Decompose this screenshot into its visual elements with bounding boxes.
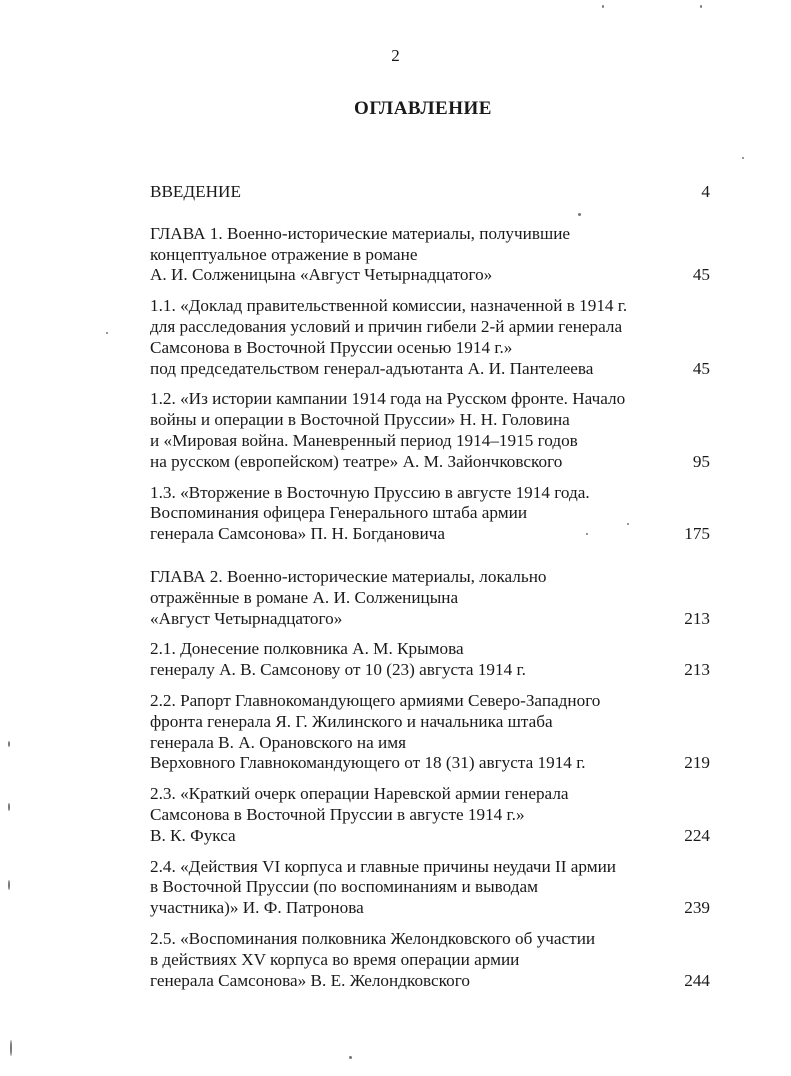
toc-page-number: 244 xyxy=(684,970,710,990)
toc-entry-line: генерала Самсонова» В. Е. Желондковского xyxy=(150,970,470,990)
toc-entry-line: 2.1. Донесение полковника А. М. Крымова xyxy=(150,639,464,659)
scan-speck xyxy=(627,523,629,525)
toc-entry-line: Самсонова в Восточной Пруссии осенью 1914 г.» xyxy=(150,337,513,357)
toc-title: ОГЛАВЛЕНИЕ xyxy=(354,98,492,119)
scan-speck xyxy=(8,880,10,890)
toc-page-number: 224 xyxy=(684,825,710,845)
toc-entry-line: ГЛАВА 1. Военно-исторические материалы, получившие xyxy=(150,223,571,243)
toc-entry-line: Воспоминания офицера Генерального штаба армии xyxy=(150,503,528,523)
scan-speck xyxy=(700,5,702,8)
scan-speck xyxy=(578,213,581,216)
toc-entry-line: фронта генерала Я. Г. Жилинского и начальника штаба xyxy=(150,711,553,731)
toc-entry-line: ГЛАВА 2. Военно-исторические материалы, локально xyxy=(150,566,547,586)
toc-entry-line: 2.2. Рапорт Главнокомандующего армиями Северо-Западного xyxy=(150,690,601,710)
toc-page-number: 213 xyxy=(684,608,710,628)
toc-entry-line: Верховного Главнокомандующего от 18 (31) августа 1914 г. xyxy=(150,753,586,773)
toc-entry-1-2 xyxy=(150,389,710,472)
toc-entry-line: генерала В. А. Орановского на имя xyxy=(150,732,406,752)
toc-entry-line: для расследования условий и причин гибели 2-й армии генерала xyxy=(150,316,623,336)
toc-entry-line: А. И. Солженицына «Август Четырнадцатого» xyxy=(150,265,493,285)
scan-speck xyxy=(602,5,604,8)
toc-entry-2-4 xyxy=(150,857,710,919)
table-of-contents xyxy=(150,180,710,991)
toc-entry-1-1 xyxy=(150,296,710,379)
toc-entry-line: войны и операции в Восточной Пруссии» Н. Н. Головина xyxy=(150,410,570,430)
toc-page-number: 213 xyxy=(684,660,710,680)
toc-entry-line: под председательством генерал-адъютанта А. И. Пантелеева xyxy=(150,358,594,378)
toc-entry-line: 2.5. «Воспоминания полковника Желондковского об участии xyxy=(150,928,596,948)
toc-entry-1-3 xyxy=(150,483,710,545)
toc-entry-chapter-1 xyxy=(150,224,710,286)
scan-speck xyxy=(8,741,10,747)
toc-entry-line: на русском (европейском) театре» А. М. Зайончковского xyxy=(150,451,563,471)
toc-entry-line: в действиях XV корпуса во время операции армии xyxy=(150,949,520,969)
toc-entry-line: 1.2. «Из истории кампании 1914 года на Русском фронте. Начало xyxy=(150,389,626,409)
toc-page-number: 175 xyxy=(684,524,710,544)
toc-entry-line: ВВЕДЕНИЕ xyxy=(150,182,241,201)
page-number: 2 xyxy=(391,46,400,65)
toc-entry-line: генерала Самсонова» П. Н. Богдановича xyxy=(150,524,445,544)
toc-page-number: 45 xyxy=(692,265,710,285)
toc-entry-line: и «Мировая война. Маневренный период 1914–1915 годов xyxy=(150,430,578,450)
toc-entry-line: концептуальное отражение в романе xyxy=(150,244,418,264)
toc-entry-line: Самсонова в Восточной Пруссии в августе 1914 г.» xyxy=(150,804,525,824)
scan-speck xyxy=(106,332,108,334)
toc-page-number: 239 xyxy=(684,898,710,918)
toc-entry-line: В. К. Фукса xyxy=(150,825,236,845)
scan-speck xyxy=(586,533,588,535)
toc-entry-2-2 xyxy=(150,691,710,774)
toc-entry-line: 1.1. «Доклад правительственной комиссии, назначенной в 1914 г. xyxy=(150,296,628,316)
scan-speck xyxy=(10,1040,12,1056)
toc-page-number: 45 xyxy=(692,358,710,378)
toc-entry-introduction xyxy=(150,182,710,203)
toc-entry-line: 1.3. «Вторжение в Восточную Пруссию в августе 1914 года. xyxy=(150,482,590,502)
toc-entry-line: 2.4. «Действия VI корпуса и главные причины неудачи II армии xyxy=(150,856,616,876)
toc-page-number: 4 xyxy=(701,182,710,201)
scan-speck xyxy=(8,803,10,811)
toc-entry-chapter-2 xyxy=(150,567,710,629)
toc-entry-line: 2.3. «Краткий очерк операции Наревской армии генерала xyxy=(150,784,569,804)
toc-entry-2-5 xyxy=(150,929,710,991)
toc-entry-line: «Август Четырнадцатого» xyxy=(150,608,343,628)
toc-entry-2-1 xyxy=(150,639,710,681)
toc-entry-line: в Восточной Пруссии (по воспоминаниям и выводам xyxy=(150,877,539,897)
scan-speck xyxy=(742,157,744,159)
toc-entry-line: отражённые в романе А. И. Солженицына xyxy=(150,587,459,607)
toc-entry-line: участника)» И. Ф. Патронова xyxy=(150,898,364,918)
toc-page-number: 95 xyxy=(692,451,710,471)
toc-page-number: 219 xyxy=(684,753,710,773)
toc-entry-2-3 xyxy=(150,784,710,846)
scan-speck xyxy=(349,1056,352,1059)
toc-entry-line: генералу А. В. Самсонову от 10 (23) августа 1914 г. xyxy=(150,660,526,680)
